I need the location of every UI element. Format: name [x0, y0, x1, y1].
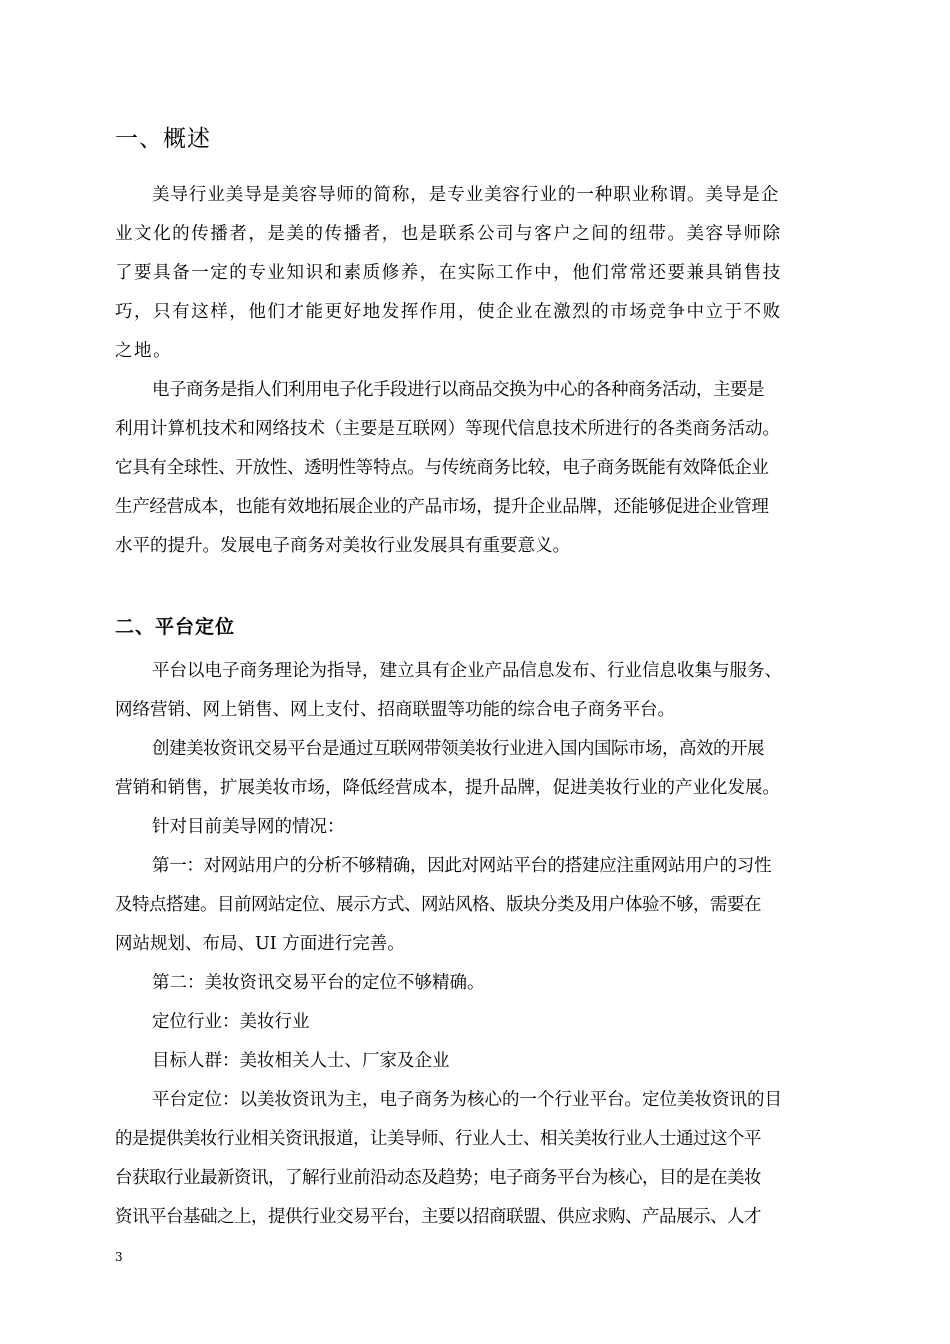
paragraph-line: 的是提供美妆行业相关资讯报道，让美导师、行业人士、相关美妆行业人士通过这个平	[115, 1129, 761, 1149]
page-number: 3	[115, 1250, 123, 1264]
paragraph-line: 利用计算机技术和网络技术（主要是互联网）等现代信息技术所进行的各类商务活动。	[115, 419, 780, 439]
section-heading-platform-positioning: 二、平台定位	[115, 616, 236, 638]
paragraph-line: 了要具备一定的专业知识和素质修养，在实际工作中，他们常常还要兼具销售技	[115, 263, 782, 283]
paragraph-line: 定位行业：美妆行业	[152, 1012, 310, 1032]
paragraph-line: 创建美妆资讯交易平台是通过互联网带领美妆行业进入国内国际市场，高效的开展	[152, 739, 764, 759]
paragraph-line: 目标人群：美妆相关人士、厂家及企业	[152, 1051, 450, 1071]
paragraph-line: 之地。	[115, 341, 173, 361]
paragraph-line: 资讯平台基础之上，提供行业交易平台，主要以招商联盟、供应求购、产品展示、人才	[115, 1207, 761, 1227]
section-heading-overview: 一、概述	[115, 126, 211, 152]
paragraph-line: 网站规划、布局、UI 方面进行完善。	[115, 934, 405, 954]
paragraph-line: 第一：对网站用户的分析不够精确，因此对网站平台的搭建应注重网站用户的习性	[152, 856, 772, 876]
paragraph-line: 网络营销、网上销售、网上支付、招商联盟等功能的综合电子商务平台。	[115, 700, 675, 720]
paragraph-line: 平台以电子商务理论为指导，建立具有企业产品信息发布、行业信息收集与服务、	[152, 661, 782, 681]
paragraph-line: 平台定位：以美妆资讯为主，电子商务为核心的一个行业平台。定位美妆资讯的目	[152, 1090, 782, 1110]
paragraph-line: 美导行业美导是美容导师的简称，是专业美容行业的一种职业称谓。美导是企	[152, 185, 780, 205]
paragraph-line: 巧，只有这样，他们才能更好地发挥作用，使企业在激烈的市场竞争中立于不败	[115, 302, 782, 322]
paragraph-line: 它具有全球性、开放性、透明性等特点。与传统商务比较，电子商务既能有效降低企业	[115, 458, 769, 478]
paragraph-line: 生产经营成本，也能有效地拓展企业的产品市场，提升企业品牌，还能够促进企业管理	[115, 497, 769, 517]
paragraph-line: 及特点搭建。目前网站定位、展示方式、网站风格、版块分类及用户体验不够，需要在	[115, 895, 761, 915]
paragraph-line: 营销和销售，扩展美妆市场，降低经营成本，提升品牌，促进美妆行业的产业化发展。	[115, 778, 780, 798]
paragraph-line: 业文化的传播者，是美的传播者，也是联系公司与客户之间的纽带。美容导师除	[115, 224, 782, 244]
paragraph-line: 针对目前美导网的情况：	[152, 817, 345, 837]
paragraph-line: 电子商务是指人们利用电子化手段进行以商品交换为中心的各种商务活动，主要是	[152, 380, 764, 400]
paragraph-line: 水平的提升。发展电子商务对美妆行业发展具有重要意义。	[115, 536, 570, 556]
paragraph-line: 台获取行业最新资讯，了解行业前沿动态及趋势；电子商务平台为核心，目的是在美妆	[115, 1168, 761, 1188]
paragraph-line: 第二：美妆资讯交易平台的定位不够精确。	[152, 973, 485, 993]
